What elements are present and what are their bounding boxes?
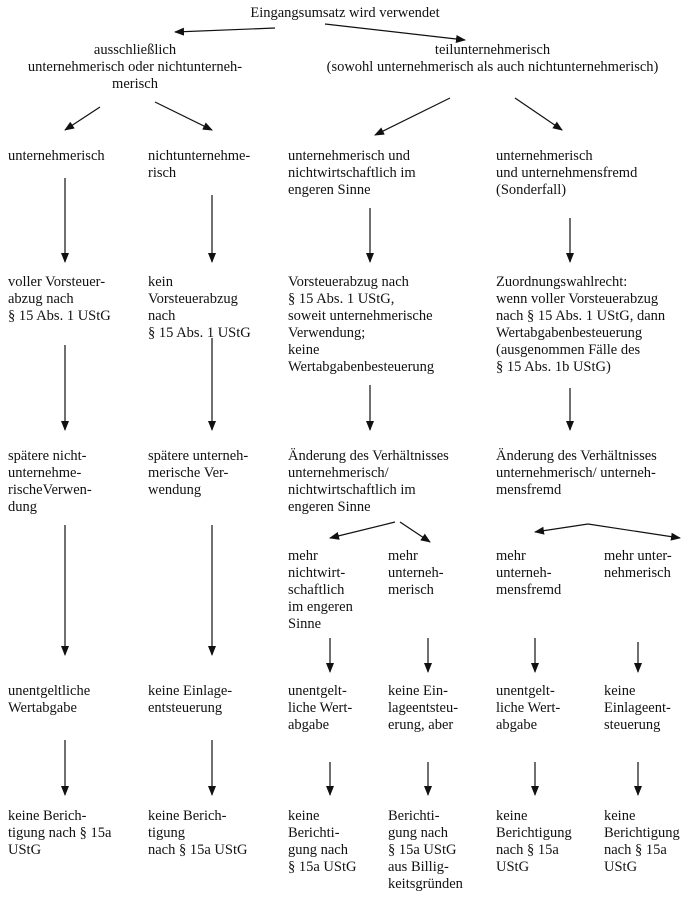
- node-c3a-mehr-nichtwirtschaftlich: mehr nichtwirt- schaftlich im engeren Sinne: [288, 548, 353, 632]
- node-c4b-mehr-unternehmerisch: mehr unter- nehmerisch: [604, 548, 672, 581]
- arrow-ausschl-to-c1_1: [65, 107, 100, 130]
- node-c4-zuordnungswahlrecht: Zuordnungswahlrecht: wenn voller Vorsteuerabzug nach § 15 Abs. 1 UStG, dann Wertabgabenbesteuerung (ausgenommen Fälle des § 15 Abs. 1b UStG): [496, 274, 666, 375]
- node-c4-aenderung-verhaeltnis: Änderung des Verhältnisses unternehmerisch/ unterneh- mensfremd: [496, 448, 657, 498]
- node-c4-unternehmensfremd: unternehmerisch und unternehmensfremd (Sonderfall): [496, 148, 638, 198]
- node-c2-nichtunternehmerisch: nichtunternehme- risch: [148, 148, 251, 181]
- node-c3b-berichtigung-billigkeit: Berichti- gung nach § 15a UStG aus Billig- keitsgründen: [388, 808, 463, 892]
- node-c3b-keine-einlageentsteuerung: keine Ein- lageentsteu- erung, aber: [388, 683, 459, 733]
- node-c4a-keine-berichtigung: keine Berichtigung nach § 15a UStG: [496, 808, 572, 875]
- arrow-c3_3-to-s3a_1: [330, 522, 395, 538]
- node-c3b-mehr-unternehmerisch: mehr unterneh- merisch: [388, 548, 444, 598]
- node-ausschliesslich: ausschließlich unternehmerisch oder nichtunterneh- merisch: [27, 42, 243, 92]
- arrow-teil-to-c4_1: [515, 98, 562, 130]
- node-c4b-keine-einlageentsteuerung: keine Einlageent- steuerung: [604, 683, 671, 733]
- node-c3-vorsteuerabzug-soweit: Vorsteuerabzug nach § 15 Abs. 1 UStG, soweit unternehmerische Verwendung; keine Wertabgabenbesteuerung: [288, 274, 435, 375]
- node-c2-spaetere-unternehmerisch: spätere unterneh- merische Ver- wendung: [148, 448, 249, 498]
- node-c1-keine-berichtigung: keine Berich- tigung nach § 15a UStG: [8, 808, 112, 858]
- node-c4a-unentgeltliche-wertabgabe: unentgelt- liche Wert- abgabe: [496, 683, 561, 733]
- arrow-c4_3-to-s4a_1: [535, 524, 588, 532]
- node-c2-keine-berichtigung: keine Berich- tigung nach § 15a UStG: [148, 808, 248, 858]
- node-c1-voller-vorsteuerabzug: voller Vorsteuer- abzug nach § 15 Abs. 1 UStG: [8, 274, 111, 324]
- node-teilunternehmerisch: teilunternehmerisch (sowohl unternehmerisch als auch nichtunternehmerisch): [326, 42, 659, 75]
- arrow-c4_3-to-s4b_1: [588, 524, 680, 538]
- node-c3-aenderung-verhaeltnis: Änderung des Verhältnisses unternehmerisch/ nichtwirtschaftlich im engeren Sinne: [288, 448, 449, 515]
- node-c4a-mehr-unternehmensfremd: mehr unterneh- mensfremd: [496, 548, 562, 598]
- node-c2-keine-einlageentsteuerung: keine Einlage- entsteuerung: [148, 683, 233, 716]
- node-c4b-keine-berichtigung: keine Berichtigung nach § 15a UStG: [604, 808, 680, 875]
- arrow-root-to-ausschl: [175, 28, 275, 32]
- node-c3a-unentgeltliche-wertabgabe: unentgelt- liche Wert- abgabe: [288, 683, 353, 733]
- arrow-root-to-teil: [325, 24, 465, 40]
- node-root: Eingangsumsatz wird verwendet: [250, 5, 440, 21]
- node-c1-unternehmerisch: unternehmerisch: [8, 148, 105, 164]
- arrow-c3_3-to-s3b_1: [400, 522, 430, 542]
- arrow-ausschl-to-c2_1: [155, 102, 212, 130]
- node-c1-unentgeltliche-wertabgabe: unentgeltliche Wertabgabe: [8, 683, 91, 716]
- node-c1-spaetere-nichtunternehmerisch: spätere nicht- unternehme- rischeVerwen- dung: [8, 448, 92, 515]
- node-c2-kein-vorsteuerabzug: kein Vorsteuerabzug nach § 15 Abs. 1 UStG: [148, 274, 251, 341]
- node-c3a-keine-berichtigung: keine Berichti- gung nach § 15a UStG: [288, 808, 357, 875]
- node-c3-unternehmerisch-nichtwirtschaftlich: unternehmerisch und nichtwirtschaftlich im engeren Sinne: [288, 148, 416, 198]
- arrow-teil-to-c3_1: [375, 98, 450, 135]
